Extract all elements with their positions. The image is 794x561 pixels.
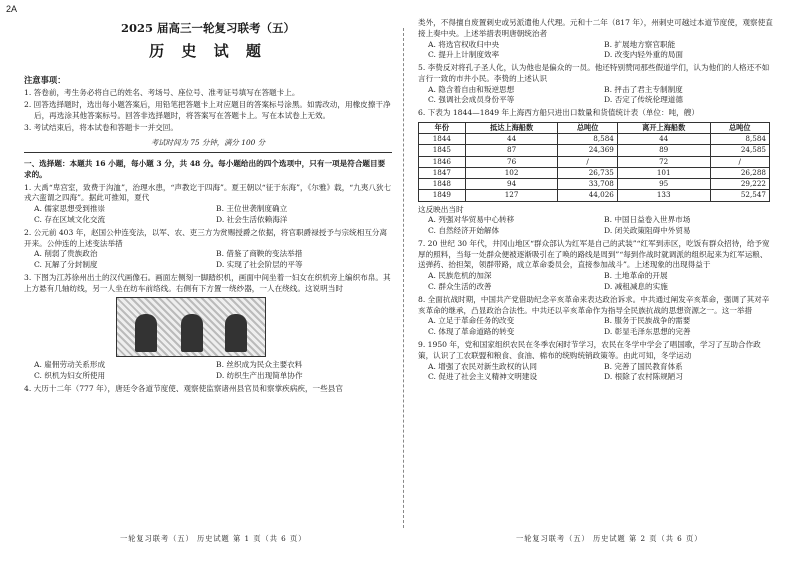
option-b: B. 完善了国民教育体系 bbox=[604, 361, 683, 371]
question-stem: 4. 大历十二年（777 年），唐廷令各道节度使、观察使监察诸州县官员和察掌疾病疾，一些县官 bbox=[24, 383, 343, 393]
question-4-cont bbox=[418, 18, 774, 61]
table-cell: 72 bbox=[617, 156, 710, 167]
option-a: A. 增强了农民对新生政权的认同 bbox=[428, 361, 538, 371]
stone-relief-image bbox=[116, 297, 266, 357]
table-cell: 87 bbox=[465, 145, 558, 156]
question-stem: 1. 大禹“卑宫室，致费于沟洫”，治理水患，“声教讫于四海”。夏王朝以“征于东海”，《尔雅》载，“九夷八狄七戎六蛮谓之四海”。据此可推知，夏代 bbox=[24, 182, 392, 203]
page-divider bbox=[403, 28, 404, 528]
option-a: A. 立足于革命任务的改变 bbox=[428, 316, 515, 326]
option-d: D. 根除了农村陈规陋习 bbox=[604, 372, 683, 382]
table-row bbox=[419, 156, 770, 167]
option-d: D. 彰显毛泽东思想的完善 bbox=[604, 327, 691, 337]
left-page bbox=[24, 18, 392, 395]
table-cell: / bbox=[710, 156, 769, 167]
option-d: D. 纺织生产出现简单协作 bbox=[216, 371, 303, 381]
question-stem: 3. 下图为江苏徐州出土的汉代画像石。画面左侧刻一脚踏织机，画面中间坐着一妇女在织机旁上编织布帛。其上方悬有几轴纺线，另一人坐在纺车前络线。右侧有下方置一绕纱器，一人在绕线。这说明当时 bbox=[24, 272, 391, 293]
note-item: 2. 回答选择题时，选出每小题答案后，用铅笔把答题卡上对应题目的答案标号涂黑。如需改动，用橡皮擦干净后，再选涂其他答案标号。回答非选择题时，将答案写在答题卡上。写在本试卷上无效。 bbox=[24, 100, 391, 120]
option-b: B. 中国日益卷入世界市场 bbox=[604, 215, 691, 225]
option-b: B. 服务于民族战争的需要 bbox=[604, 316, 691, 326]
notes-heading: 注意事项： bbox=[24, 74, 66, 85]
option-a: A. 儒家思想受到推崇 bbox=[34, 204, 106, 214]
option-d: D. 改变内轻外重的局面 bbox=[604, 50, 683, 60]
exam-subject: 历 史 试 题 bbox=[149, 42, 267, 61]
question-stem: 5. 李贽反对将孔子圣人化，认为他也是偏众的一员。他还特别赞同那些假道学们，认为他们的人格还不如言行一致的市井小民。李贽的上述认识 bbox=[418, 63, 770, 83]
table-cell: 8,584 bbox=[558, 134, 617, 145]
question-7 bbox=[418, 239, 774, 293]
question-stem: 2. 公元前 403 年，赵国公仲连变法，以军、农、吏三方为赏赐授爵之依据，将官职爵禄授予与宗统相互分离开来。公仲连的上述变法举措 bbox=[24, 227, 388, 248]
table-cell: 33,708 bbox=[558, 179, 617, 190]
question-stem: 类外，不得擅自废置刺史或另派遣他人代理。元和十二年（817 年），州刺史可越过本道节度使，观察使直接上奏中央。上述举措表明唐朝统治者 bbox=[418, 18, 773, 38]
option-c: C. 强调社会成员身份平等 bbox=[428, 95, 515, 105]
table-row bbox=[419, 134, 770, 145]
question-stem: 这反映出当时 bbox=[418, 204, 464, 214]
table-cell: 24,585 bbox=[710, 145, 769, 156]
option-a: A. 隐含着自由和叛逆思想 bbox=[428, 84, 515, 94]
table-cell: / bbox=[558, 156, 617, 167]
table-cell: 101 bbox=[617, 167, 710, 178]
question-5 bbox=[418, 63, 774, 106]
exam-title: 2025 届高三一轮复习联考（五） bbox=[120, 21, 295, 35]
table-cell: 1847 bbox=[419, 167, 466, 178]
question-8 bbox=[418, 295, 774, 338]
question-stem: 8. 全面抗战时期，中国共产党借助纪念辛亥革命来表达政治诉求。中共通过阐发辛亥革命，强调了其对辛亥革命的继承，凸显政治合法性。中共还以辛亥革命作为指导全民族抗战的思想资源之一。这一举措 bbox=[418, 294, 770, 315]
table-cell: 8,584 bbox=[710, 134, 769, 145]
option-b: B. 抨击了君主专制制度 bbox=[604, 84, 683, 94]
table-cell: 102 bbox=[465, 167, 558, 178]
exam-info: 考试时间为 75 分钟，满分 100 分 bbox=[150, 137, 266, 147]
table-header: 离开上海船数 bbox=[617, 123, 710, 134]
question-2 bbox=[24, 228, 392, 271]
option-d: D. 社会生活依赖海洋 bbox=[216, 214, 288, 224]
question-1 bbox=[24, 183, 392, 226]
question-stem: 7. 20 世纪 30 年代，井冈山地区“群众部认为红军是自己的武装”“红军到赤区，吃饭有群众招待，给予宽厚的照料，当每一处群众便被逐渐吸引在了唤的路线是周到”“每到作战时就调派的组织起来为红军运粮、送弹药、抬担架，领群带路，成立革命委员会，直接参加战斗”。上述现象的出现得益于 bbox=[418, 238, 770, 270]
table-header-row bbox=[419, 123, 770, 134]
option-a: A. 雇佣劳动关系形成 bbox=[34, 360, 106, 370]
option-c: C. 存在区域文化交流 bbox=[34, 214, 106, 224]
option-c: C. 提升上计制度效率 bbox=[428, 50, 500, 60]
option-b: B. 土地革命的开展 bbox=[604, 271, 668, 281]
option-c: C. 促进了社会主义精神文明建设 bbox=[428, 372, 538, 382]
figure-spinner bbox=[181, 314, 203, 352]
option-a: A. 列强对华贸易中心转移 bbox=[428, 215, 515, 225]
question-stem: 6. 下表为 1844—1849 年上海西方船只进出口数量和货值统计表（单位：吨，艘） bbox=[418, 108, 699, 118]
option-a: A. 将选官权收归中央 bbox=[428, 39, 500, 49]
table-row bbox=[419, 167, 770, 178]
option-d: D. 闭关政策阻碍中外贸易 bbox=[604, 226, 691, 236]
question-3 bbox=[24, 273, 392, 382]
table-cell: 44 bbox=[465, 134, 558, 145]
table-cell: 95 bbox=[617, 179, 710, 190]
table-cell: 26,735 bbox=[558, 167, 617, 178]
question-4 bbox=[24, 384, 392, 395]
table-cell: 1846 bbox=[419, 156, 466, 167]
table-row bbox=[419, 145, 770, 156]
table-cell: 44 bbox=[617, 134, 710, 145]
option-d: D. 实现了社会阶层的平等 bbox=[216, 260, 303, 270]
table-cell: 26,288 bbox=[710, 167, 769, 178]
table-cell: 76 bbox=[465, 156, 558, 167]
section-heading: 一、选择题：本题共 16 小题，每小题 3 分，共 48 分。每小题给出的四个选项中，只有一项是符合题目要求的。 bbox=[24, 159, 386, 179]
table-cell: 1844 bbox=[419, 134, 466, 145]
option-d: D. 否定了传统伦理道德 bbox=[604, 95, 683, 105]
option-a: A. 民族危机的加深 bbox=[428, 271, 492, 281]
option-c: C. 自然经济开始解体 bbox=[428, 226, 500, 236]
note-item: 1. 答卷前，考生务必将自己的姓名、考场号、座位号、准考证号填写在答题卡上。 bbox=[24, 88, 300, 98]
corner-mark: 2A bbox=[6, 4, 18, 14]
table-cell: 1845 bbox=[419, 145, 466, 156]
option-a: A. 削弱了贵族政治 bbox=[34, 249, 98, 259]
option-b: B. 丝织成为民众主要衣料 bbox=[216, 360, 303, 370]
question-stem: 9. 1950 年，党和国家组织农民在冬季农闲时节学习，农民在冬学中学会了唱国歌，学习了互助合作政策，认识了工农联盟和粮食、食油、棉布的统购统销政策等。由此可知，冬学运动 bbox=[418, 339, 761, 360]
figure-winder bbox=[225, 314, 247, 352]
option-b: B. 借鉴了商鞅的变法举措 bbox=[216, 249, 303, 259]
table-cell: 1848 bbox=[419, 179, 466, 190]
table-cell: 24,369 bbox=[558, 145, 617, 156]
right-page bbox=[418, 18, 774, 383]
option-b: B. 王位世袭制度确立 bbox=[216, 204, 288, 214]
option-b: B. 扩展地方察官职能 bbox=[604, 39, 676, 49]
option-c: C. 织机为妇女所使用 bbox=[34, 371, 106, 381]
table-cell: 133 bbox=[617, 190, 710, 201]
option-c: C. 体现了革命道路的转变 bbox=[428, 327, 515, 337]
table-header: 总吨位 bbox=[710, 123, 769, 134]
table-cell: 52,547 bbox=[710, 190, 769, 201]
table-cell: 29,222 bbox=[710, 179, 769, 190]
table-cell: 89 bbox=[617, 145, 710, 156]
page-footer-right: 一轮复习联考（五） 历史试题 第 2 页（共 6 页） bbox=[516, 534, 703, 543]
option-c: C. 群众生活的改善 bbox=[428, 282, 492, 292]
option-d: D. 减租减息的实施 bbox=[604, 282, 668, 292]
shipping-table bbox=[418, 122, 770, 202]
table-header: 年份 bbox=[419, 123, 466, 134]
table-cell: 127 bbox=[465, 190, 558, 201]
table-cell: 44,026 bbox=[558, 190, 617, 201]
note-item: 3. 考试结束后，将本试卷和答题卡一并交回。 bbox=[24, 122, 178, 132]
table-cell: 1849 bbox=[419, 190, 466, 201]
question-9 bbox=[418, 340, 774, 383]
table-row bbox=[419, 190, 770, 201]
page-footer-left: 一轮复习联考（五） 历史试题 第 1 页（共 6 页） bbox=[120, 534, 307, 543]
table-header: 总吨位 bbox=[558, 123, 617, 134]
question-6 bbox=[418, 108, 774, 237]
notes-separator bbox=[24, 152, 392, 153]
option-c: C. 瓦解了分封制度 bbox=[34, 260, 98, 270]
figure-weaver bbox=[135, 314, 157, 352]
table-header: 抵达上海船数 bbox=[465, 123, 558, 134]
table-row bbox=[419, 179, 770, 190]
table-cell: 94 bbox=[465, 179, 558, 190]
